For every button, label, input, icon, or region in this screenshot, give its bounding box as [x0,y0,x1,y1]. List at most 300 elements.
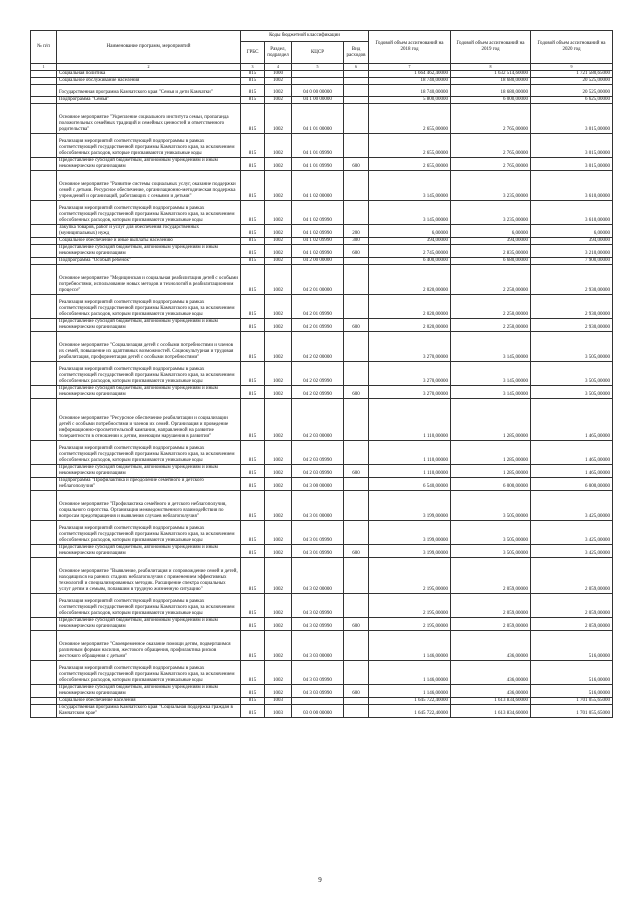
grbs-cell: 815 [241,478,265,491]
amount-2018-cell: 1 110,00000 [369,441,451,465]
razdel-cell: 1002 [265,225,292,238]
row-number-cell [31,85,57,97]
vid-rashodov-cell [344,631,369,661]
table-row [31,104,613,134]
amount-2019-cell: 18 680,00000 [451,78,531,85]
amount-2020-cell: 20 525,00000 [531,78,613,85]
program-name-cell: Предоставление субсидий бюджетным, автономным учреждениям и иным некоммерческим организациям [57,245,241,258]
amount-2019-cell: 2 059,00000 [451,558,531,594]
kcsr-cell: 04 1 01 00000 [292,104,344,134]
table-row [31,225,613,238]
kcsr-cell: 04 2 00 00000 [292,258,344,265]
amount-2019-cell: 1 613 834,60000 [451,698,531,705]
vid-rashodov-cell: 600 [344,545,369,558]
row-number-cell [31,705,57,718]
program-name-cell: Основное мероприятие "Укрепление социального института семьи, пропаганда положительных семейных традиций и семейных ценностей и ответственного родительства" [57,104,241,134]
program-name-cell: Подпрограмма "Семья" [57,97,241,104]
program-name-cell: Реализация мероприятий соответствующей подпрограммы в рамках соответствующей государственной программы Камчатского края, за исключением обособленных расходов, которые присваиваются уникальные коды [57,134,241,158]
vid-rashodov-cell [344,134,369,158]
row-number-cell [31,685,57,698]
amount-2019-cell: 2 765,00000 [451,134,531,158]
vid-rashodov-cell: 600 [344,465,369,478]
amount-2020-cell: 1 465,00000 [531,441,613,465]
row-number-cell [31,332,57,362]
razdel-cell: 1000 [265,71,292,78]
razdel-cell: 1002 [265,319,292,332]
table-row [31,698,613,705]
page-number: 9 [318,876,322,884]
row-number-cell [31,245,57,258]
amount-2020-cell: 2 059,00000 [531,558,613,594]
kcsr-cell: 04 2 03 00000 [292,399,344,441]
razdel-cell: 1002 [265,104,292,134]
table-row [31,78,613,85]
table-row [31,295,613,319]
grbs-cell: 815 [241,399,265,441]
razdel-cell: 1002 [265,521,292,545]
index-cell: 5 [292,64,344,71]
kcsr-cell: 04 2 01 09990 [292,319,344,332]
amount-2019-cell: 3 505,00000 [451,491,531,521]
kcsr-cell: 04 1 02 09990 [292,238,344,245]
amount-2020-cell: 3 610,00000 [531,201,613,225]
row-number-cell [31,225,57,238]
amount-2019-cell: 6,00000 [451,225,531,238]
table-row [31,238,613,245]
index-cell: 3 [241,64,265,71]
program-name-cell: Социальное обслуживание населения [57,78,241,85]
vid-rashodov-cell [344,85,369,97]
program-name-cell: Государственная программа Камчатского края "Социальная поддержка граждан в Камчатском крае" [57,705,241,718]
column-index-row [31,64,613,71]
kcsr-cell: 04 0 00 00000 [292,85,344,97]
amount-2018-cell: 5 800,00000 [369,97,451,104]
amount-2019-cell: 1 632 514,60000 [451,71,531,78]
amount-2018-cell: 1 664 462,40000 [369,71,451,78]
vid-rashodov-cell [344,705,369,718]
razdel-cell: 1003 [265,698,292,705]
grbs-cell: 815 [241,134,265,158]
amount-2020-cell: 3 425,00000 [531,491,613,521]
index-cell: 9 [531,64,613,71]
vid-rashodov-cell [344,97,369,104]
amount-2020-cell: 1 701 055,65000 [531,705,613,718]
amount-2018-cell: 6 400,00000 [369,258,451,265]
grbs-cell: 815 [241,97,265,104]
razdel-cell: 1002 [265,265,292,295]
col-2020-header: Годовой объем ассигнований на 2020 год [531,31,613,64]
razdel-cell: 1002 [265,618,292,631]
row-number-cell [31,594,57,618]
table-row [31,631,613,661]
amount-2020-cell: 1 701 055,65000 [531,698,613,705]
program-name-cell: Предоставление субсидий бюджетным, автономным учреждениям и иным некоммерческим организациям [57,386,241,399]
amount-2019-cell: 3 505,00000 [451,545,531,558]
table-row [31,265,613,295]
vid-rashodov-cell [344,104,369,134]
amount-2020-cell: 2 930,00000 [531,295,613,319]
amount-2018-cell: 3 199,00000 [369,491,451,521]
row-number-cell [31,399,57,441]
kcsr-cell: 04 3 01 00000 [292,491,344,521]
amount-2019-cell: 2 765,00000 [451,104,531,134]
vid-rashodov-cell [344,478,369,491]
amount-2019-cell: 2 250,00000 [451,295,531,319]
razdel-cell: 1002 [265,631,292,661]
amount-2018-cell: 1 146,00000 [369,661,451,685]
kcsr-cell: 04 2 01 00000 [292,265,344,295]
amount-2019-cell: 2 250,00000 [451,319,531,332]
razdel-cell: 1002 [265,295,292,319]
razdel-cell: 1002 [265,85,292,97]
grbs-cell: 815 [241,661,265,685]
razdel-cell: 1002 [265,661,292,685]
col-2019-header: Годовой объем ассигнований на 2019 год [451,31,531,64]
vid-rashodov-cell [344,332,369,362]
amount-2019-cell: 436,00000 [451,661,531,685]
table-body [31,71,613,718]
razdel-cell: 1002 [265,78,292,85]
program-name-cell: Основное мероприятие "Ресурсное обеспечение реабилитации и социализации детей с особыми потребностями и членов их семей. Организация и проведение информационно-просветительской кампании, направленной на развитие толерантности в отношении к детям, имеющим нарушения в развитии" [57,399,241,441]
table-row [31,258,613,265]
amount-2020-cell: 3 425,00000 [531,521,613,545]
program-name-cell: Основное мероприятие "Своевременное оказание помощи детям, подвергшимся различным формам насилия, жестокого обращения, профилактика рисков жестокого обращения с детьми" [57,631,241,661]
vid-rashodov-cell: 600 [344,319,369,332]
grbs-cell: 815 [241,618,265,631]
amount-2018-cell: 2 655,00000 [369,158,451,171]
grbs-cell: 815 [241,201,265,225]
table-row [31,245,613,258]
table-header [31,31,613,71]
program-name-cell: Предоставление субсидий бюджетным, автономным учреждениям и иным некоммерческим организациям [57,158,241,171]
index-cell: 7 [369,64,451,71]
program-name-cell: Реализация мероприятий соответствующей подпрограммы в рамках соответствующей государственной программы Камчатского края, за исключением обособленных расходов, которым присваиваются уникальные коды [57,661,241,685]
amount-2018-cell: 2 655,00000 [369,134,451,158]
amount-2019-cell: 2 765,00000 [451,158,531,171]
kcsr-cell: 04 2 03 09990 [292,465,344,478]
razdel-cell: 1002 [265,465,292,478]
amount-2020-cell: 3 505,00000 [531,332,613,362]
row-number-cell [31,465,57,478]
razdel-cell: 1002 [265,258,292,265]
kcsr-cell: 04 1 00 00000 [292,97,344,104]
program-name-cell: Реализация мероприятий соответствующей подпрограммы в рамках соответствующей государственной программы Камчатского края, за исключением обособленных расходов, которым присваиваются уникальные коды [57,201,241,225]
row-number-cell [31,71,57,78]
grbs-cell: 815 [241,705,265,718]
amount-2018-cell: 1 146,00000 [369,631,451,661]
amount-2018-cell: 6 540,00000 [369,478,451,491]
amount-2018-cell: 3 145,00000 [369,201,451,225]
program-name-cell: Основное мероприятие "Профилактика семейного и детского неблагополучия, социального сиротства. Организация межведомственного взаимодействия по вопросам предотвращения и выявления случаев неблагополучия" [57,491,241,521]
vid-rashodov-cell: 600 [344,245,369,258]
amount-2018-cell: 1 110,00000 [369,465,451,478]
razdel-cell: 1002 [265,491,292,521]
amount-2019-cell: 3 235,00000 [451,171,531,201]
grbs-cell: 815 [241,319,265,332]
razdel-cell: 1002 [265,134,292,158]
vid-rashodov-cell [344,521,369,545]
kcsr-cell: 04 3 03 09990 [292,685,344,698]
row-number-cell [31,134,57,158]
razdel-cell: 1002 [265,201,292,225]
row-number-cell [31,171,57,201]
amount-2018-cell: 2 195,00000 [369,618,451,631]
amount-2018-cell: 1 146,00000 [369,685,451,698]
vid-rashodov-cell [344,399,369,441]
kcsr-cell: 04 3 01 09990 [292,545,344,558]
table-row [31,685,613,698]
table-row [31,319,613,332]
vid-rashodov-cell [344,201,369,225]
budget-table [30,30,613,718]
amount-2019-cell: 2 250,00000 [451,265,531,295]
kcsr-cell: 04 1 01 09990 [292,158,344,171]
row-number-cell [31,238,57,245]
amount-2018-cell: 18 740,00000 [369,85,451,97]
row-number-cell [31,78,57,85]
row-number-cell [31,97,57,104]
col-razdel-header: Раздел, подраздел [265,42,292,64]
program-name-cell: Государственная программа Камчатского края "Семья и дети Камчатки" [57,85,241,97]
program-name-cell: Основное мероприятие "Медицинская и социальная реабилитация детей с особыми потребностями, использование новых методов и технологий в реабилитационном процессе" [57,265,241,295]
amount-2019-cell: 6 000,00000 [451,97,531,104]
kcsr-cell: 04 2 02 09990 [292,386,344,399]
program-name-cell: Социальное обеспечение населения [57,698,241,705]
program-name-cell: Реализация мероприятий соответствующей подпрограммы в рамках соответствующей государственной программы Камчатского края, за исключением обособленных расходов, которым присваиваются уникальные коды [57,521,241,545]
program-name-cell: Закупка товаров, работ и услуг для обеспечения государственных (муниципальных) нужд [57,225,241,238]
row-number-cell [31,618,57,631]
amount-2018-cell: 3 199,00000 [369,545,451,558]
amount-2020-cell: 6 000,00000 [531,478,613,491]
grbs-cell: 815 [241,71,265,78]
razdel-cell: 1002 [265,97,292,104]
amount-2018-cell: 1 110,00000 [369,399,451,441]
kcsr-cell: 04 3 00 00000 [292,478,344,491]
kcsr-cell: 04 3 02 09990 [292,618,344,631]
table-row [31,71,613,78]
amount-2019-cell: 18 680,00000 [451,85,531,97]
program-name-cell: Подпрограмма "Особый ребенок" [57,258,241,265]
amount-2020-cell: 2 930,00000 [531,319,613,332]
kcsr-cell: 04 3 01 09990 [292,521,344,545]
amount-2019-cell: 6 000,00000 [451,478,531,491]
amount-2018-cell: 18 740,00000 [369,78,451,85]
amount-2020-cell: 516,00000 [531,661,613,685]
amount-2020-cell: 3 015,00000 [531,104,613,134]
table-row [31,618,613,631]
row-number-cell [31,491,57,521]
amount-2020-cell: 516,00000 [531,685,613,698]
row-number-cell [31,258,57,265]
amount-2020-cell: 2 059,00000 [531,594,613,618]
kcsr-cell: 03 0 00 00000 [292,705,344,718]
table-row [31,332,613,362]
razdel-cell: 1002 [265,245,292,258]
kcsr-cell [292,698,344,705]
index-cell: 6 [344,64,369,71]
index-cell: 1 [31,64,57,71]
amount-2019-cell: 3 145,00000 [451,362,531,386]
amount-2018-cell: 2 195,00000 [369,594,451,618]
table-row [31,465,613,478]
col-name-header: Наименование программ, мероприятий [57,31,241,64]
table-row [31,545,613,558]
table-row [31,558,613,594]
row-number-cell [31,631,57,661]
amount-2020-cell: 3 610,00000 [531,171,613,201]
amount-2019-cell: 6 680,00000 [451,258,531,265]
col-kcsr-header: КЦСР [292,42,344,64]
table-row [31,386,613,399]
amount-2018-cell: 394,00000 [369,238,451,245]
grbs-cell: 815 [241,521,265,545]
kcsr-cell: 04 2 02 09990 [292,362,344,386]
amount-2019-cell: 436,00000 [451,685,531,698]
vid-rashodov-cell [344,362,369,386]
kcsr-cell: 04 3 03 00000 [292,631,344,661]
vid-rashodov-cell: 600 [344,685,369,698]
table-row [31,97,613,104]
razdel-cell: 1002 [265,594,292,618]
vid-rashodov-cell [344,78,369,85]
program-name-cell: Реализация мероприятий соответствующей подпрограммы в рамках соответствующей государственной программы Камчатского края, за исключением обособленных расходов, которым присваиваются уникальные коды [57,295,241,319]
row-number-cell [31,319,57,332]
grbs-cell: 815 [241,441,265,465]
razdel-cell: 1002 [265,238,292,245]
program-name-cell: Подпрограмма "Профилактика и преодоление семейного и детского неблагополучия" [57,478,241,491]
table-row [31,478,613,491]
amount-2020-cell: 2 059,00000 [531,618,613,631]
razdel-cell: 1002 [265,332,292,362]
razdel-cell: 1002 [265,158,292,171]
row-number-cell [31,201,57,225]
row-number-cell [31,558,57,594]
program-name-cell: Реализация мероприятий соответствующей подпрограммы в рамках соответствующей государственной программы Камчатского края, за исключением обособленных расходов, которым присваиваются уникальные коды [57,362,241,386]
col-num-header: № п/п [31,31,57,64]
program-name-cell: Предоставление субсидий бюджетным, автономным учреждениям и иным некоммерческим организациям [57,685,241,698]
kcsr-cell: 04 3 02 09990 [292,594,344,618]
kcsr-cell [292,71,344,78]
amount-2018-cell: 1 645 722,40000 [369,705,451,718]
amount-2020-cell: 394,00000 [531,238,613,245]
amount-2020-cell: 3 210,00000 [531,245,613,258]
row-number-cell [31,295,57,319]
razdel-cell: 1002 [265,558,292,594]
amount-2018-cell: 3 270,00000 [369,332,451,362]
amount-2020-cell: 7 900,00000 [531,258,613,265]
row-number-cell [31,158,57,171]
table-row [31,705,613,718]
grbs-cell: 815 [241,594,265,618]
grbs-cell: 815 [241,698,265,705]
grbs-cell: 815 [241,545,265,558]
grbs-cell: 815 [241,258,265,265]
kcsr-cell: 04 2 03 09990 [292,441,344,465]
table-row [31,399,613,441]
amount-2020-cell: 516,00000 [531,631,613,661]
table-row [31,158,613,171]
amount-2018-cell: 2 020,00000 [369,295,451,319]
row-number-cell [31,441,57,465]
row-number-cell [31,386,57,399]
row-number-cell [31,478,57,491]
index-cell: 4 [265,64,292,71]
table-row [31,85,613,97]
razdel-cell: 1002 [265,171,292,201]
amount-2020-cell: 3 425,00000 [531,545,613,558]
kcsr-cell: 04 1 01 09990 [292,134,344,158]
program-name-cell: Реализация мероприятий соответствующей подпрограммы в рамках соответствующей государственной программы Камчатского края, за исключением обособленных расходов, которым присваиваются уникальные коды [57,594,241,618]
vid-rashodov-cell [344,594,369,618]
col-2018-header: Годовой объем ассигнований на 2018 год [369,31,451,64]
amount-2020-cell: 1 721 580,65000 [531,71,613,78]
program-name-cell: Основное мероприятие "Выявление, реабилитация и сопровождение семей и детей, находящихся на ранних стадиях неблагополучия с применением эффективных технологий и специализированных методик. Расширение спектра социальных услуг детям и семьям, попавшим в трудную жизненную ситуацию" [57,558,241,594]
vid-rashodov-cell [344,265,369,295]
table-row [31,201,613,225]
kcsr-cell: 04 2 02 00000 [292,332,344,362]
grbs-cell: 815 [241,332,265,362]
amount-2018-cell: 2 020,00000 [369,265,451,295]
grbs-cell: 815 [241,265,265,295]
amount-2018-cell: 1 645 722,40000 [369,698,451,705]
row-number-cell [31,545,57,558]
amount-2020-cell: 3 015,00000 [531,158,613,171]
amount-2019-cell: 1 613 834,60000 [451,705,531,718]
vid-rashodov-cell [344,661,369,685]
amount-2020-cell: 2 930,00000 [531,265,613,295]
vid-rashodov-cell [344,295,369,319]
vid-rashodov-cell [344,71,369,78]
amount-2018-cell: 2 195,00000 [369,558,451,594]
razdel-cell: 1002 [265,478,292,491]
vid-rashodov-cell: 600 [344,618,369,631]
razdel-cell: 1002 [265,441,292,465]
row-number-cell [31,661,57,685]
grbs-cell: 815 [241,295,265,319]
razdel-cell: 1003 [265,705,292,718]
grbs-cell: 815 [241,245,265,258]
table-row [31,362,613,386]
program-name-cell: Социальное обеспечение и иные выплаты населению [57,238,241,245]
grbs-cell: 815 [241,238,265,245]
amount-2019-cell: 1 285,00000 [451,465,531,478]
grbs-cell: 815 [241,225,265,238]
amount-2019-cell: 1 285,00000 [451,441,531,465]
table-row [31,171,613,201]
amount-2020-cell: 20 525,00000 [531,85,613,97]
vid-rashodov-cell: 600 [344,158,369,171]
grbs-cell: 815 [241,362,265,386]
grbs-cell: 815 [241,85,265,97]
vid-rashodov-cell [344,171,369,201]
amount-2019-cell: 3 505,00000 [451,521,531,545]
grbs-cell: 815 [241,78,265,85]
row-number-cell [31,521,57,545]
amount-2019-cell: 436,00000 [451,631,531,661]
program-name-cell: Реализация мероприятий соответствующей подпрограммы в рамках соответствующей государственной программы Камчатского края, за исключением обособленных расходов, которым присваиваются уникальные коды [57,441,241,465]
table-row [31,661,613,685]
amount-2019-cell: 3 235,00000 [451,201,531,225]
kcsr-cell: 04 3 03 09990 [292,661,344,685]
program-name-cell: Предоставление субсидий бюджетным, автономным учреждениям и иным некоммерческим организациям [57,465,241,478]
col-codes-group-header: Коды бюджетной классификации [241,31,369,42]
amount-2019-cell: 1 285,00000 [451,399,531,441]
table-row [31,491,613,521]
kcsr-cell: 04 1 02 09990 [292,225,344,238]
amount-2020-cell: 6 625,00000 [531,97,613,104]
row-number-cell [31,104,57,134]
vid-rashodov-cell [344,258,369,265]
